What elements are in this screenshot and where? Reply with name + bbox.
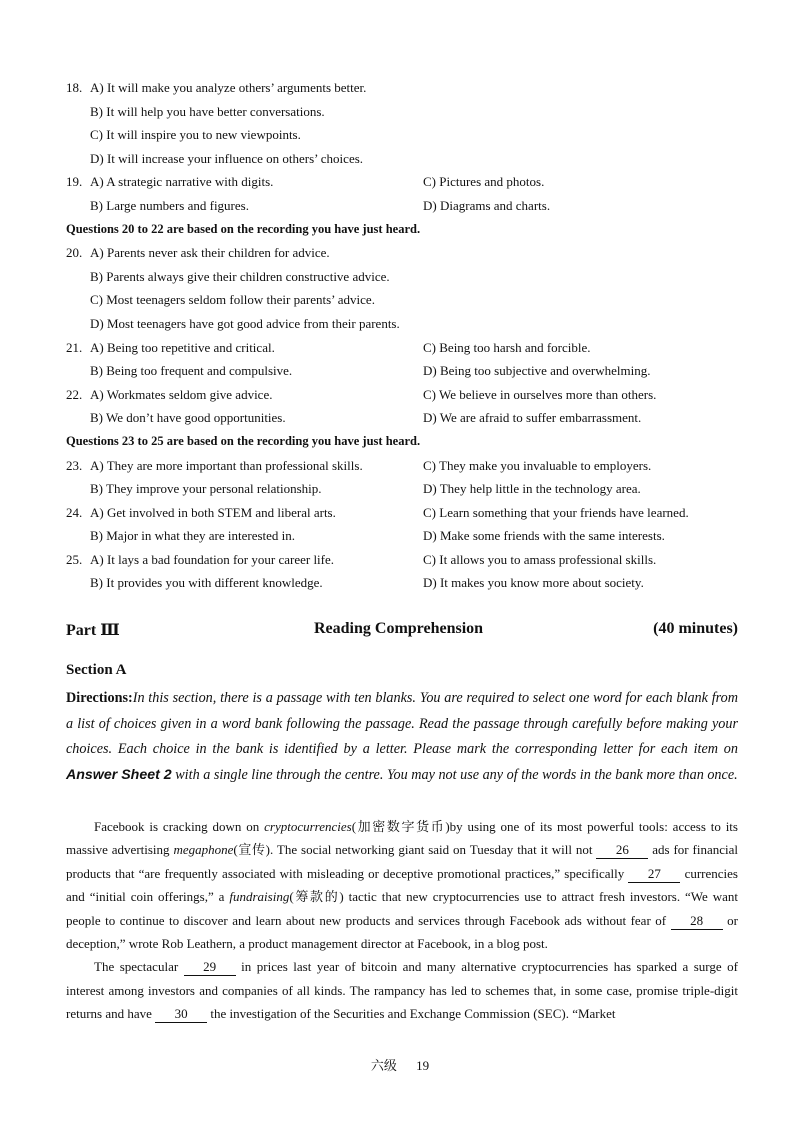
passage-paragraph-2	[66, 955, 738, 1025]
option-row	[66, 477, 746, 501]
blank-26[interactable]: 26	[596, 842, 648, 859]
option-row	[66, 336, 746, 360]
answer-option[interactable]: D) Being too subjective and overwhelming.	[423, 363, 651, 379]
answer-option[interactable]: A) A strategic narrative with digits.	[90, 174, 274, 190]
answer-option[interactable]: C) Learn something that your friends have learned.	[423, 504, 689, 520]
passage-term: megaphone	[173, 842, 234, 858]
option-row	[66, 288, 746, 312]
passage-text: the investigation of the Securities and Exchange Commission (SEC). “Market	[207, 1006, 616, 1022]
passage-text: (宣传). The social networking giant said on Tuesday that it will not	[233, 842, 597, 858]
option-row	[66, 501, 746, 525]
passage-text: in prices last year of bitcoin and many alternative cryptocurrencies has sparked a surge of interest among investors and companies of all kinds. The rampancy has led to schemes that, in some case, promise triple-digit returns and have	[66, 959, 738, 1022]
blank-27[interactable]: 27	[628, 866, 680, 883]
question-number: 20.	[66, 245, 83, 261]
passage-term: fundraising	[229, 889, 290, 905]
page-footer	[0, 1055, 800, 1074]
option-row	[66, 548, 746, 572]
option-row	[66, 241, 746, 265]
answer-option[interactable]: D) Most teenagers have got good advice from their parents.	[90, 315, 400, 331]
answer-option[interactable]: B) It provides you with different knowledge.	[90, 575, 323, 591]
answer-option[interactable]: D) It makes you know more about society.	[423, 575, 644, 591]
passage-text: currencies and “initial coin offerings,” a	[66, 865, 738, 905]
part-heading	[66, 620, 738, 642]
passage-text: or deception,” wrote Rob Leathern, a product management director at Facebook, in a blog post.	[66, 912, 738, 952]
passage-text: Facebook is cracking down on	[94, 819, 265, 834]
blank-29[interactable]: 29	[184, 959, 236, 976]
answer-option[interactable]: D) They help little in the technology area.	[423, 481, 641, 497]
answer-option[interactable]: A) Parents never ask their children for advice.	[90, 245, 330, 261]
question-number: 22.	[66, 386, 83, 402]
option-row	[66, 76, 746, 100]
section-title: Section A	[66, 662, 127, 678]
blank-30[interactable]: 30	[155, 1006, 207, 1023]
question-group-heading: Questions 20 to 22 are based on the recording you have just heard.	[66, 221, 421, 236]
answer-option[interactable]: B) We don’t have good opportunities.	[90, 410, 286, 426]
answer-option[interactable]: B) Major in what they are interested in.	[90, 528, 296, 544]
answer-option[interactable]: B) Parents always give their children constructive advice.	[90, 268, 390, 284]
reading-passage	[66, 815, 738, 1026]
passage-paragraph-1	[66, 815, 738, 955]
question-number: 25.	[66, 551, 83, 567]
exam-level: 六级	[370, 1058, 397, 1073]
option-row	[66, 454, 746, 478]
answer-sheet-label: Answer Sheet 2	[66, 766, 172, 783]
directions-label: Directions:	[66, 690, 133, 706]
part-label: Part Ⅲ	[66, 622, 120, 639]
question-group-heading: Questions 23 to 25 are based on the recording you have just heard.	[66, 433, 421, 448]
question-number: 21.	[66, 339, 83, 355]
page-number: 19	[416, 1058, 430, 1073]
answer-option[interactable]: C) It will inspire you to new viewpoints.	[90, 127, 301, 143]
answer-option[interactable]: D) Make some friends with the same interests.	[423, 528, 665, 544]
question-number: 19.	[66, 174, 83, 190]
answer-option[interactable]: A) It lays a bad foundation for your career life.	[90, 551, 335, 567]
option-row	[66, 170, 746, 194]
answer-option[interactable]: D) It will increase your influence on others’ choices.	[90, 150, 364, 166]
answer-option[interactable]: A) Workmates seldom give advice.	[90, 386, 273, 402]
option-row	[66, 312, 746, 336]
answer-option[interactable]: D) We are afraid to suffer embarrassment.	[423, 410, 642, 426]
passage-term: cryptocurrencies	[264, 819, 352, 834]
option-row	[66, 100, 746, 124]
answer-option[interactable]: B) They improve your personal relationship.	[90, 481, 322, 497]
answer-option[interactable]: C) They make you invaluable to employers.	[423, 457, 652, 473]
answer-option[interactable]: C) It allows you to amass professional skills.	[423, 551, 657, 567]
option-row	[66, 265, 746, 289]
option-row	[66, 383, 746, 407]
passage-text: ads for financial products that “are frequently associated with misleading or deceptive promotional practices,” specifically	[66, 842, 738, 881]
passage-text: (加密数字货币)by using one of its most powerful tools: access to its massive advertising	[66, 819, 738, 858]
question-number: 23.	[66, 457, 83, 473]
directions-text-2: with a single line through the centre. You may not use any of the words in the bank more than once.	[171, 766, 738, 783]
question-number: 18.	[66, 80, 83, 95]
answer-option[interactable]: A) Get involved in both STEM and liberal arts.	[90, 504, 336, 520]
passage-text: The spectacular	[94, 959, 184, 975]
part-time: (40 minutes)	[653, 620, 738, 637]
answer-option[interactable]: A) It will make you analyze others’ arguments better.	[90, 80, 367, 95]
option-row	[66, 571, 746, 595]
answer-option[interactable]: A) Being too repetitive and critical.	[90, 339, 275, 355]
passage-text: (筹款的) tactic that new cryptocurrencies use to attract fresh investors. “We want people to continue to discover and learn about new products and services through Facebook ads without fear of	[66, 889, 739, 928]
answer-option[interactable]: B) Being too frequent and compulsive.	[90, 363, 293, 379]
answer-option[interactable]: C) Most teenagers seldom follow their parents’ advice.	[90, 292, 375, 308]
option-row	[66, 524, 746, 548]
option-row	[66, 123, 746, 147]
answer-option[interactable]: C) Pictures and photos.	[423, 174, 545, 190]
question-number: 24.	[66, 504, 83, 520]
question-list	[66, 76, 746, 595]
answer-option[interactable]: C) We believe in ourselves more than others.	[423, 386, 657, 402]
option-row	[66, 406, 746, 430]
answer-option[interactable]: A) They are more important than professional skills.	[90, 457, 363, 473]
blank-28[interactable]: 28	[671, 913, 723, 930]
part-title: Reading Comprehension	[314, 620, 484, 637]
option-row	[66, 147, 746, 171]
directions	[66, 686, 738, 788]
answer-option[interactable]: B) Large numbers and figures.	[90, 197, 249, 213]
option-row	[66, 359, 746, 383]
answer-option[interactable]: D) Diagrams and charts.	[423, 197, 551, 213]
answer-option[interactable]: B) It will help you have better conversations.	[90, 103, 325, 119]
directions-text-1: In this section, there is a passage with ten blanks. You are required to select one word for each blank from a list of choices given in a word bank following the passage. Read the passage through carefully before making your choices. Each choice in the bank is identified by a letter. Please mark the corresponding letter for each item on	[66, 690, 738, 758]
answer-option[interactable]: C) Being too harsh and forcible.	[423, 339, 591, 355]
option-row	[66, 194, 746, 218]
